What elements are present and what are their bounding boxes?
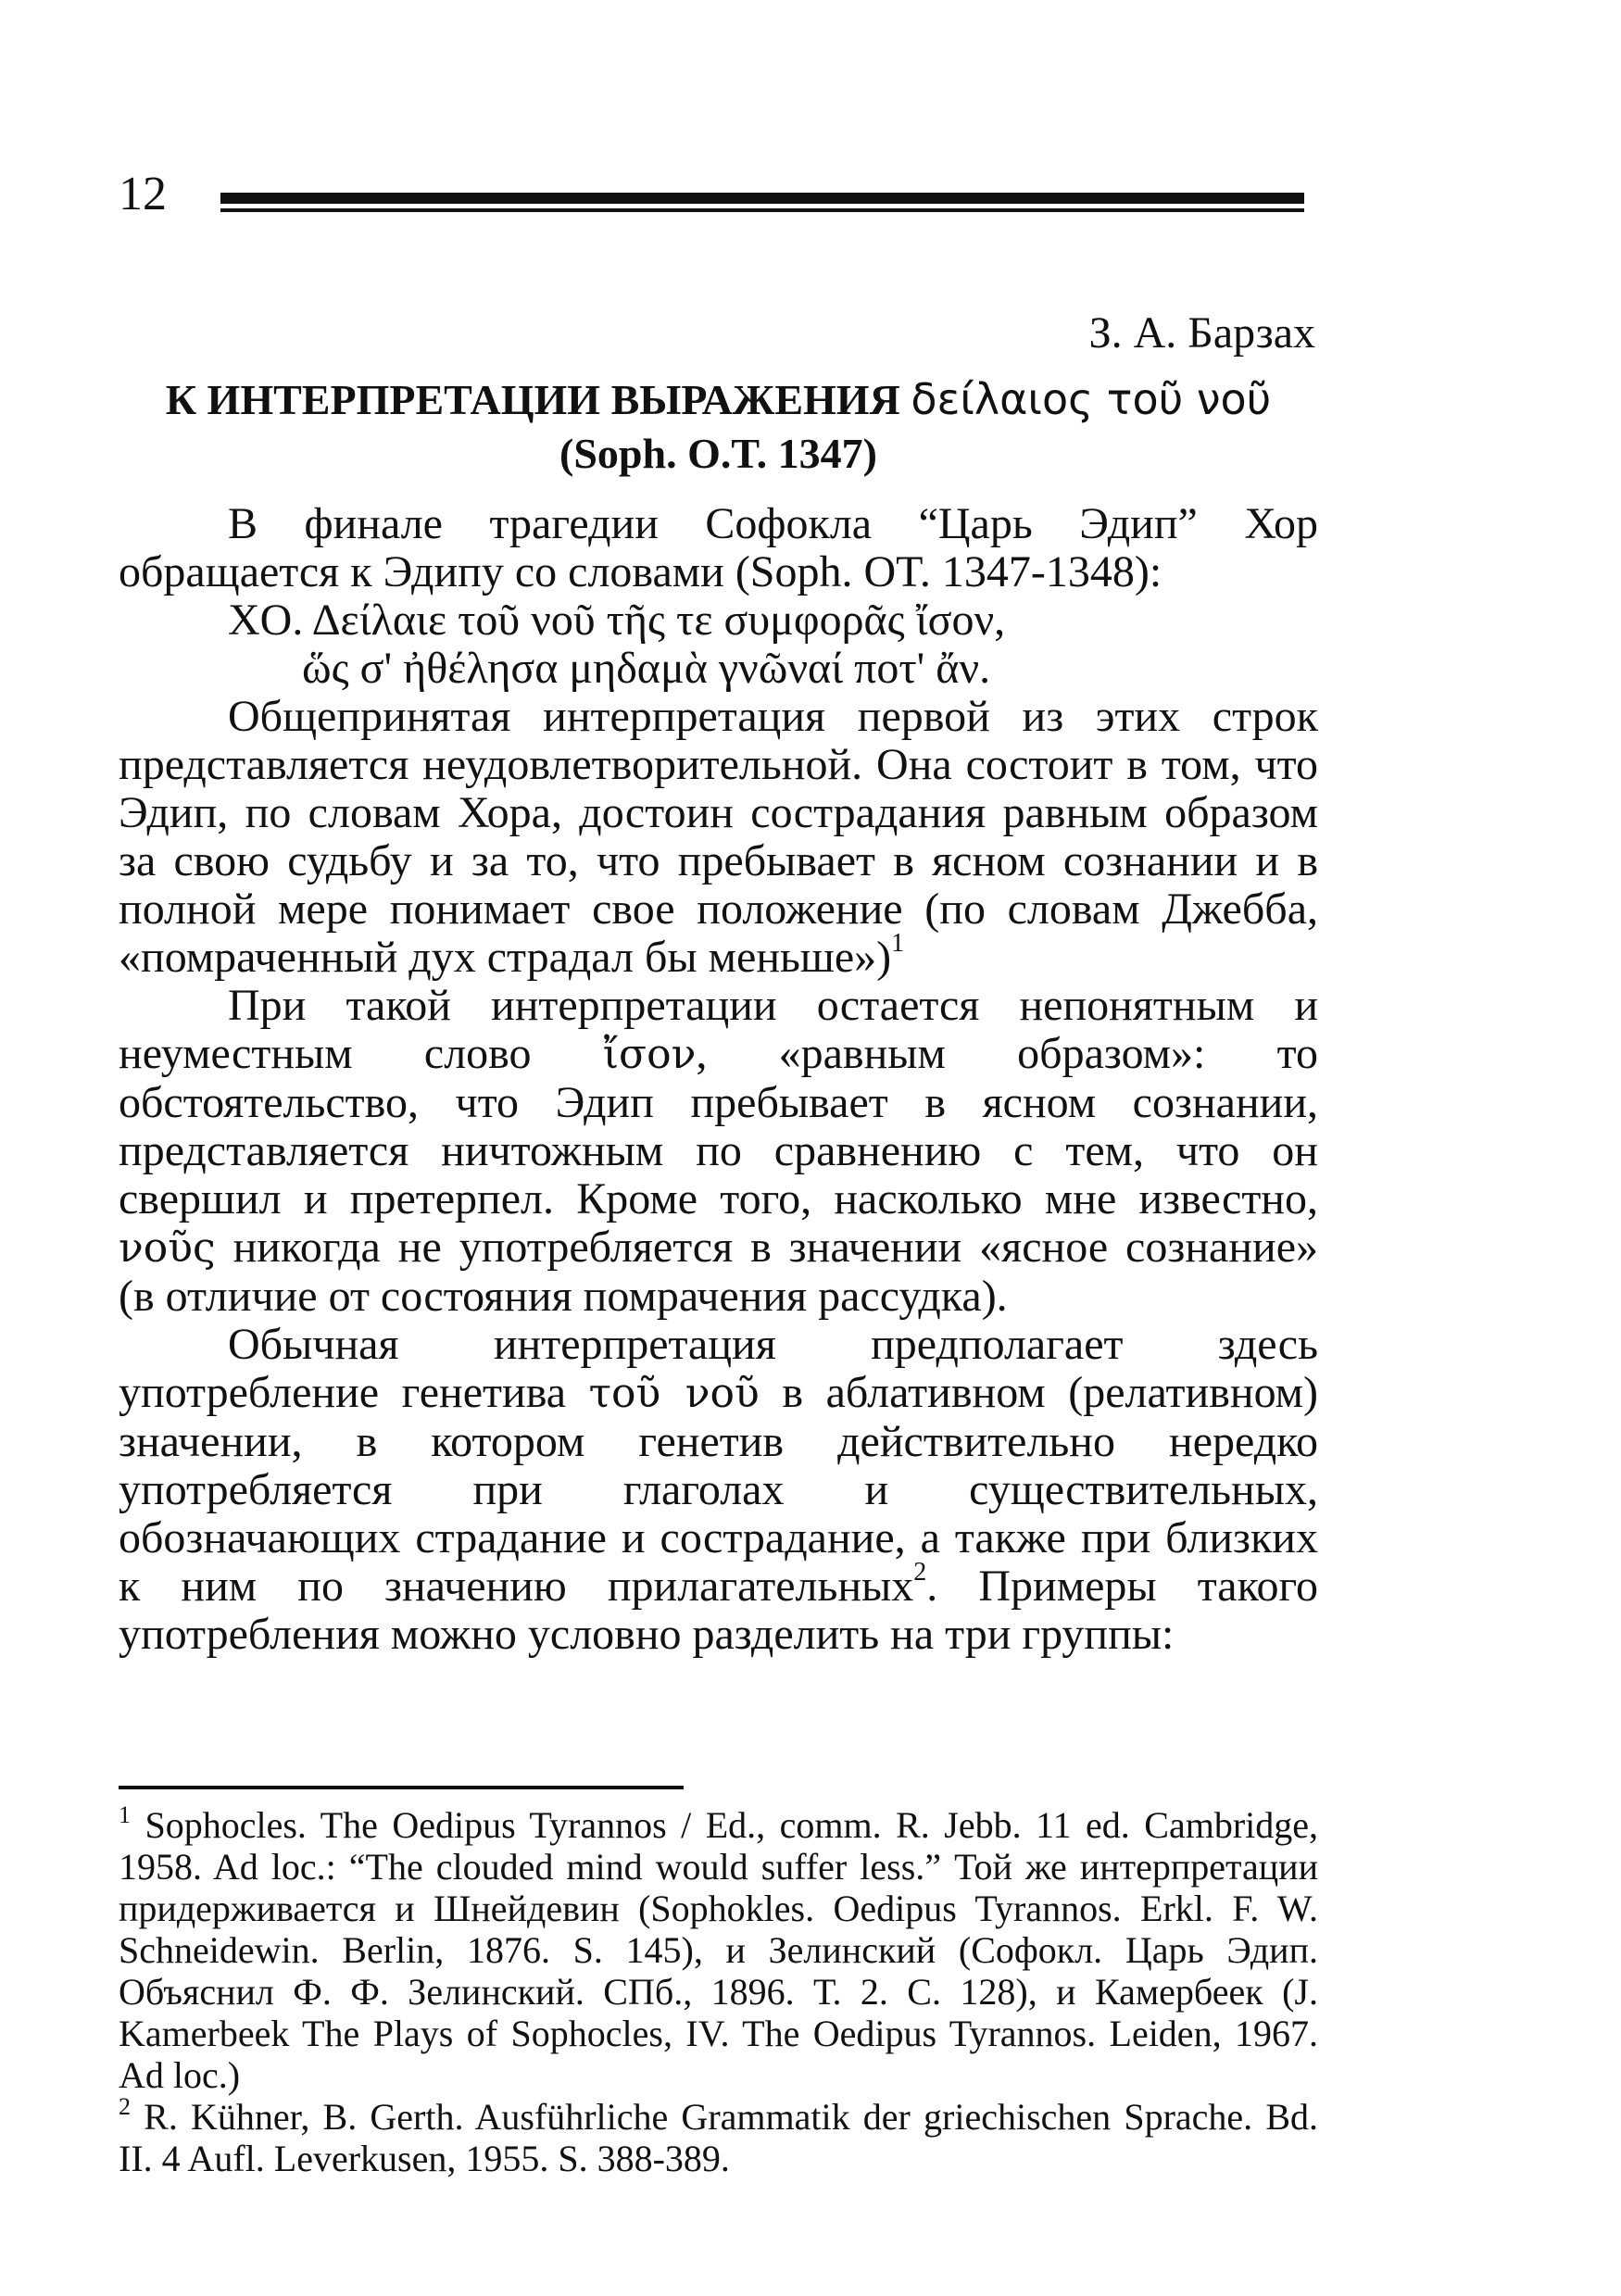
verse-quote <box>119 596 1318 693</box>
paragraph-3-text-a: При такой интерпретации остается непонятным и неуместным слово <box>119 981 1318 1078</box>
title-greek-phrase: δείλαιος τοῦ νοῦ <box>911 374 1272 424</box>
paragraph-3 <box>119 982 1318 1321</box>
footnote-ref-1[interactable]: 1 <box>891 929 905 958</box>
footnote-mark-1: 1 <box>119 1801 131 1828</box>
verse-line-1-text: Δείλαιε τοῦ νοῦ τῆς τε συμφορᾶς ἴσον, <box>311 596 1006 645</box>
footnote-ref-2[interactable]: 2 <box>913 1558 927 1587</box>
title-line-2: (Soph. O.T. 1347) <box>559 430 877 477</box>
paragraph-1: В финале трагедии Софокла “Царь Эдип” Хор обращается к Эдипу со словами (Soph. OT. 1347-1348): <box>119 499 1318 596</box>
footnote-2 <box>119 2093 1318 2179</box>
header-rule <box>220 193 1304 212</box>
paragraph-2 <box>119 693 1318 982</box>
verse-line-1 <box>119 596 1318 645</box>
paragraph-2-text: Общепринятая интерпретация первой из этих строк представляется неудовлетворительной. Она состоит в том, что Эдип, по словам Хора, достоин сострадания равным образом за свою судьбу и за то, что пребывает в ясном сознании и в полной мере понимает свое положение (по словам Джебба, «помраченный дух страдал бы меньше») <box>119 692 1318 982</box>
footnotes <box>119 1801 1319 2179</box>
paragraph-4-text-a: Обычная интерпретация предполагает здесь употребление генетива <box>119 1320 1318 1417</box>
article-author: З. А. Барзах <box>1088 308 1315 358</box>
footnote-1 <box>119 1801 1319 2096</box>
article-body <box>119 500 1318 1659</box>
verse-speaker: ΧΟ. <box>228 596 304 645</box>
header-rule-thin <box>220 208 1304 212</box>
paragraph-3-text-c: никогда не употребляется в значении «ясное сознание» (в отличие от состояния помрачения рассудка). <box>119 1223 1318 1321</box>
verse-line-2: ὥς σ' ἠθέλησα μηδαμὰ γνῶναί ποτ' ἄν. <box>302 644 991 693</box>
article-title <box>119 372 1318 481</box>
title-line-1 <box>119 372 1318 427</box>
greek-word-nous: νοῦς <box>119 1224 216 1272</box>
greek-phrase-tou-nou: τοῦ νοῦ <box>588 1370 760 1417</box>
footnote-1-text: Sophocles. The Oedipus Tyrannos / Ed., comm. R. Jebb. 11 ed. Cambridge, 1958. Ad loc.: “The clouded mind would suffer less.” Той же интерпретации придерживается и Шнейдевин (Sophokles. Oedipus Tyrannos. Erkl. F. W. Schneidewin. Berlin, 1876. S. 145), и Зелинский (Софокл. Царь Эдип. Объяснил Ф. Ф. Зелинский. СПб., 1896. Т. 2. С. 128), и Камербеек (J. Kamerbeek The Plays of Sophocles, IV. The Oedipus Tyrannos. Leiden, 1967. Ad loc.) <box>119 1804 1319 2096</box>
paragraph-4 <box>119 1321 1318 1659</box>
page-number: 12 <box>119 168 167 220</box>
footnote-mark-2: 2 <box>119 2093 131 2120</box>
paragraph-3-text-b: , «равным образом»: то обстоятельство, что Эдип пребывает в ясном сознании, представляется ничтожным по сравнению с тем, что он свершил и претерпел. Кроме того, насколько мне известно, <box>119 1029 1318 1223</box>
paragraph-4-text-c: . Примеры такого употребления можно условно разделить на три группы: <box>119 1562 1318 1659</box>
greek-word-ison: ἴσον <box>602 1031 697 1078</box>
title-text: К ИНТЕРПРЕТАЦИИ ВЫРАЖЕНИЯ <box>165 376 900 423</box>
header-rule-thick <box>220 193 1304 204</box>
footnote-2-text: R. Kühner, B. Gerth. Ausführliche Grammatik der griechischen Sprache. Bd. II. 4 Aufl. Leverkusen, 1955. S. 388-389. <box>119 2096 1318 2179</box>
footnote-separator <box>119 1786 684 1789</box>
paragraph-4-text-b: в аблативном (релативном) значении, в котором генетив действительно нередко употребляется при глаголах и существительных, обозначающих страдание и сострадание, а также при близких к ним по значению прилагательных <box>119 1368 1319 1611</box>
